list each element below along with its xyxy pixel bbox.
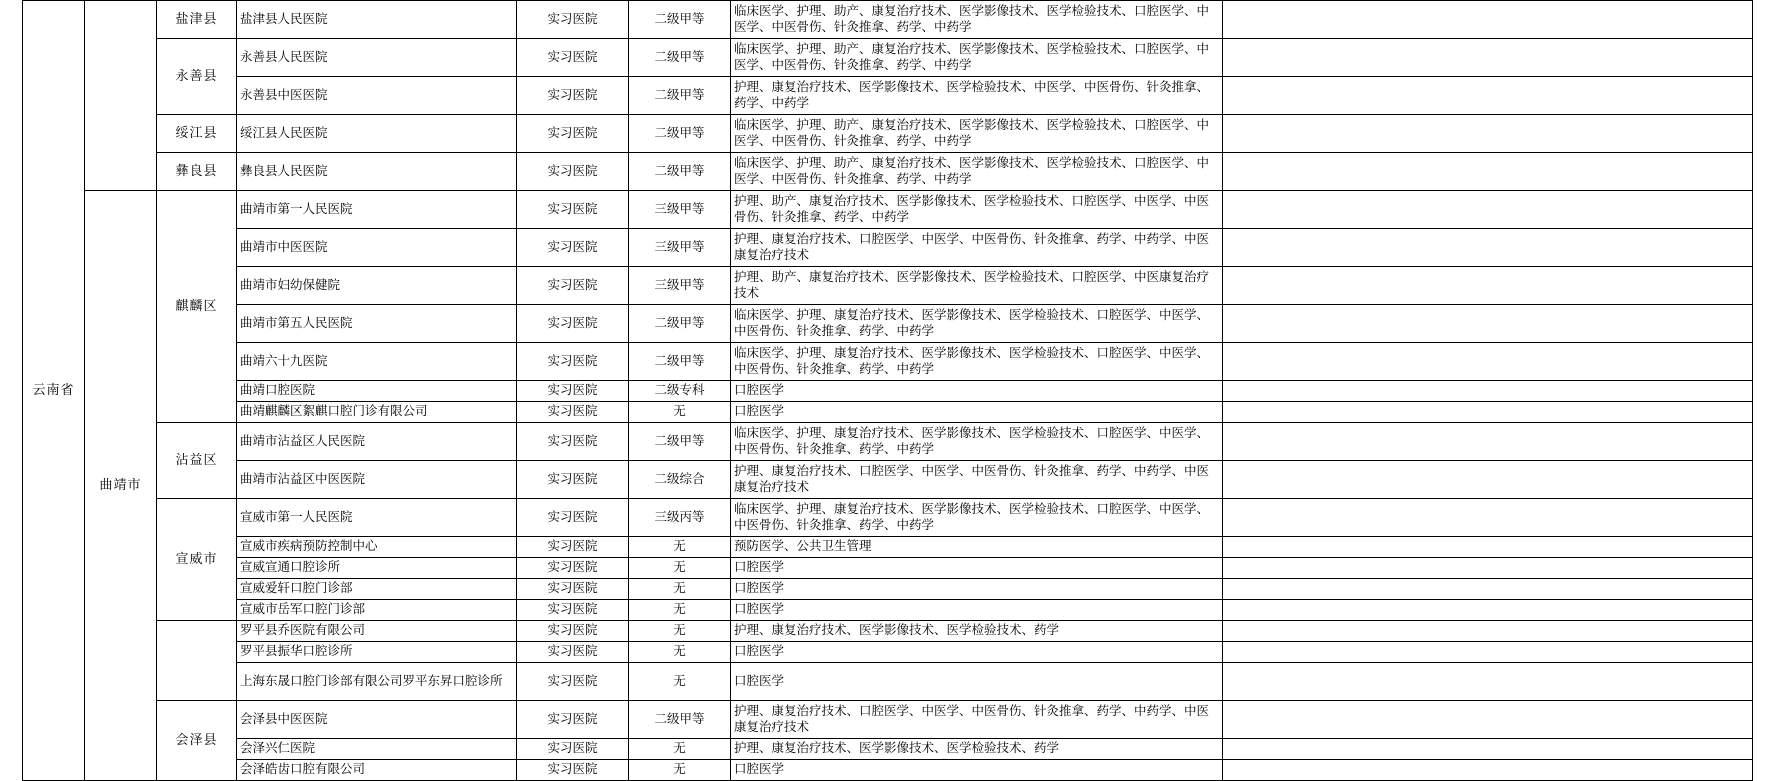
majors-cell: 临床医学、护理、助产、康复治疗技术、医学影像技术、医学检验技术、口腔医学、中医学、中医骨伤、针灸推拿、药学、中药学: [731, 39, 1223, 77]
level-cell: 二级甲等: [629, 39, 731, 77]
institution-cell: 永善县人民医院: [237, 39, 517, 77]
majors-cell: 口腔医学: [731, 381, 1223, 402]
note-cell: [1223, 39, 1753, 77]
institution-cell: 宣威市岳军口腔门诊部: [237, 600, 517, 621]
table-row: [23, 39, 1753, 77]
table-row: [23, 642, 1753, 663]
type-cell: 实习医院: [517, 77, 629, 115]
county-cell: 彝良县: [157, 153, 237, 191]
type-cell: 实习医院: [517, 153, 629, 191]
clinical-sites-table: [22, 0, 1753, 781]
majors-cell: 临床医学、护理、助产、康复治疗技术、医学影像技术、医学检验技术、口腔医学、中医学、中医骨伤、针灸推拿、药学、中药学: [731, 115, 1223, 153]
county-cell: 盐津县: [157, 1, 237, 39]
table-row: [23, 423, 1753, 461]
level-cell: 二级甲等: [629, 77, 731, 115]
level-cell: 无: [629, 739, 731, 760]
institution-cell: 曲靖市第五人民医院: [237, 305, 517, 343]
type-cell: 实习医院: [517, 423, 629, 461]
institution-cell: 罗平县振华口腔诊所: [237, 642, 517, 663]
table-row: [23, 305, 1753, 343]
level-cell: 无: [629, 621, 731, 642]
type-cell: 实习医院: [517, 663, 629, 701]
type-cell: 实习医院: [517, 499, 629, 537]
institution-cell: 会泽皓齿口腔有限公司: [237, 760, 517, 781]
note-cell: [1223, 642, 1753, 663]
institution-cell: 绥江县人民医院: [237, 115, 517, 153]
type-cell: 实习医院: [517, 760, 629, 781]
level-cell: 二级甲等: [629, 1, 731, 39]
type-cell: 实习医院: [517, 600, 629, 621]
type-cell: 实习医院: [517, 642, 629, 663]
majors-cell: 临床医学、护理、康复治疗技术、医学影像技术、医学检验技术、口腔医学、中医学、中医骨伤、针灸推拿、药学、中药学: [731, 499, 1223, 537]
type-cell: 实习医院: [517, 739, 629, 760]
level-cell: 二级专科: [629, 381, 731, 402]
county-cell: 会泽县: [157, 701, 237, 781]
table-row: [23, 499, 1753, 537]
type-cell: 实习医院: [517, 461, 629, 499]
institution-cell: 曲靖市第一人民医院: [237, 191, 517, 229]
note-cell: [1223, 600, 1753, 621]
level-cell: 无: [629, 579, 731, 600]
city-cell-blank: [85, 1, 157, 191]
institution-cell: 宣威市第一人民医院: [237, 499, 517, 537]
level-cell: 三级甲等: [629, 229, 731, 267]
institution-cell: 上海东晟口腔门诊部有限公司罗平东昇口腔诊所: [237, 663, 517, 701]
majors-cell: 临床医学、护理、助产、康复治疗技术、医学影像技术、医学检验技术、口腔医学、中医学、中医骨伤、针灸推拿、药学、中药学: [731, 1, 1223, 39]
county-cell: 永善县: [157, 39, 237, 115]
note-cell: [1223, 153, 1753, 191]
level-cell: 无: [629, 537, 731, 558]
level-cell: 二级甲等: [629, 343, 731, 381]
type-cell: 实习医院: [517, 343, 629, 381]
level-cell: 无: [629, 558, 731, 579]
institution-cell: 罗平县乔医院有限公司: [237, 621, 517, 642]
type-cell: 实习医院: [517, 229, 629, 267]
note-cell: [1223, 499, 1753, 537]
institution-cell: 曲靖市沾益区人民医院: [237, 423, 517, 461]
table-row: [23, 1, 1753, 39]
institution-cell: 曲靖麒麟区絮麒口腔门诊有限公司: [237, 402, 517, 423]
note-cell: [1223, 739, 1753, 760]
type-cell: 实习医院: [517, 305, 629, 343]
table-row: [23, 77, 1753, 115]
majors-cell: 护理、康复治疗技术、医学影像技术、医学检验技术、药学: [731, 621, 1223, 642]
note-cell: [1223, 621, 1753, 642]
note-cell: [1223, 402, 1753, 423]
level-cell: 无: [629, 642, 731, 663]
table-row: [23, 663, 1753, 701]
table-row: [23, 191, 1753, 229]
note-cell: [1223, 423, 1753, 461]
type-cell: 实习医院: [517, 558, 629, 579]
institution-cell: 会泽兴仁医院: [237, 739, 517, 760]
type-cell: 实习医院: [517, 579, 629, 600]
table-row: [23, 461, 1753, 499]
type-cell: 实习医院: [517, 115, 629, 153]
majors-cell: 临床医学、护理、康复治疗技术、医学影像技术、医学检验技术、口腔医学、中医学、中医骨伤、针灸推拿、药学、中药学: [731, 343, 1223, 381]
institution-cell: 宣威爱轩口腔门诊部: [237, 579, 517, 600]
type-cell: 实习医院: [517, 701, 629, 739]
majors-cell: 临床医学、护理、康复治疗技术、医学影像技术、医学检验技术、口腔医学、中医学、中医骨伤、针灸推拿、药学、中药学: [731, 423, 1223, 461]
level-cell: 三级丙等: [629, 499, 731, 537]
institution-cell: 曲靖口腔医院: [237, 381, 517, 402]
institution-cell: 会泽县中医医院: [237, 701, 517, 739]
type-cell: 实习医院: [517, 39, 629, 77]
majors-cell: 口腔医学: [731, 760, 1223, 781]
institution-cell: 曲靖市妇幼保健院: [237, 267, 517, 305]
majors-cell: 护理、康复治疗技术、医学影像技术、医学检验技术、药学: [731, 739, 1223, 760]
level-cell: 无: [629, 600, 731, 621]
majors-cell: 口腔医学: [731, 600, 1223, 621]
table-row: [23, 267, 1753, 305]
level-cell: 二级甲等: [629, 701, 731, 739]
note-cell: [1223, 343, 1753, 381]
majors-cell: 临床医学、护理、助产、康复治疗技术、医学影像技术、医学检验技术、口腔医学、中医学、中医骨伤、针灸推拿、药学、中药学: [731, 153, 1223, 191]
institution-cell: 彝良县人民医院: [237, 153, 517, 191]
table-row: [23, 343, 1753, 381]
note-cell: [1223, 115, 1753, 153]
table-body: [23, 1, 1753, 781]
table-row: [23, 153, 1753, 191]
table-row: [23, 760, 1753, 781]
type-cell: 实习医院: [517, 381, 629, 402]
level-cell: 二级甲等: [629, 423, 731, 461]
institution-cell: 盐津县人民医院: [237, 1, 517, 39]
province-cell: 云南省: [23, 1, 85, 781]
majors-cell: 口腔医学: [731, 558, 1223, 579]
county-cell: [157, 621, 237, 701]
type-cell: 实习医院: [517, 621, 629, 642]
note-cell: [1223, 760, 1753, 781]
table-row: [23, 701, 1753, 739]
level-cell: 三级甲等: [629, 267, 731, 305]
majors-cell: 护理、康复治疗技术、口腔医学、中医学、中医骨伤、针灸推拿、药学、中药学、中医康复治疗技术: [731, 701, 1223, 739]
city-cell-qujing: 曲靖市: [85, 191, 157, 781]
table-row: [23, 537, 1753, 558]
note-cell: [1223, 461, 1753, 499]
county-cell: 沾益区: [157, 423, 237, 499]
note-cell: [1223, 305, 1753, 343]
table-row: [23, 402, 1753, 423]
level-cell: 无: [629, 760, 731, 781]
level-cell: 二级甲等: [629, 115, 731, 153]
county-cell: 宣威市: [157, 499, 237, 621]
table-row: [23, 579, 1753, 600]
type-cell: 实习医院: [517, 267, 629, 305]
table-row: [23, 600, 1753, 621]
majors-cell: 护理、康复治疗技术、医学影像技术、医学检验技术、中医学、中医骨伤、针灸推拿、药学、中药学: [731, 77, 1223, 115]
institution-cell: 宣威市疾病预防控制中心: [237, 537, 517, 558]
type-cell: 实习医院: [517, 537, 629, 558]
institution-cell: 宣威宣通口腔诊所: [237, 558, 517, 579]
majors-cell: 护理、康复治疗技术、口腔医学、中医学、中医骨伤、针灸推拿、药学、中药学、中医康复治疗技术: [731, 229, 1223, 267]
note-cell: [1223, 381, 1753, 402]
note-cell: [1223, 537, 1753, 558]
majors-cell: 护理、康复治疗技术、口腔医学、中医学、中医骨伤、针灸推拿、药学、中药学、中医康复治疗技术: [731, 461, 1223, 499]
level-cell: 二级综合: [629, 461, 731, 499]
note-cell: [1223, 558, 1753, 579]
majors-cell: 口腔医学: [731, 579, 1223, 600]
table-row: [23, 115, 1753, 153]
table-row: [23, 621, 1753, 642]
note-cell: [1223, 191, 1753, 229]
type-cell: 实习医院: [517, 1, 629, 39]
level-cell: 无: [629, 663, 731, 701]
majors-cell: 口腔医学: [731, 642, 1223, 663]
institution-cell: 曲靖市中医医院: [237, 229, 517, 267]
note-cell: [1223, 701, 1753, 739]
majors-cell: 护理、助产、康复治疗技术、医学影像技术、医学检验技术、口腔医学、中医学、中医骨伤、针灸推拿、药学、中药学: [731, 191, 1223, 229]
majors-cell: 口腔医学: [731, 402, 1223, 423]
note-cell: [1223, 77, 1753, 115]
institution-cell: 曲靖市沾益区中医医院: [237, 461, 517, 499]
institution-cell: 永善县中医医院: [237, 77, 517, 115]
table-row: [23, 739, 1753, 760]
level-cell: 二级甲等: [629, 305, 731, 343]
note-cell: [1223, 1, 1753, 39]
majors-cell: 口腔医学: [731, 663, 1223, 701]
institution-cell: 曲靖六十九医院: [237, 343, 517, 381]
majors-cell: 预防医学、公共卫生管理: [731, 537, 1223, 558]
type-cell: 实习医院: [517, 402, 629, 423]
table-row: [23, 558, 1753, 579]
type-cell: 实习医院: [517, 191, 629, 229]
note-cell: [1223, 579, 1753, 600]
level-cell: 三级甲等: [629, 191, 731, 229]
majors-cell: 临床医学、护理、康复治疗技术、医学影像技术、医学检验技术、口腔医学、中医学、中医骨伤、针灸推拿、药学、中药学: [731, 305, 1223, 343]
county-cell: 麒麟区: [157, 191, 237, 423]
majors-cell: 护理、助产、康复治疗技术、医学影像技术、医学检验技术、口腔医学、中医康复治疗技术: [731, 267, 1223, 305]
county-cell: 绥江县: [157, 115, 237, 153]
note-cell: [1223, 267, 1753, 305]
note-cell: [1223, 229, 1753, 267]
table-row: [23, 381, 1753, 402]
note-cell: [1223, 663, 1753, 701]
table-row: [23, 229, 1753, 267]
level-cell: 无: [629, 402, 731, 423]
level-cell: 二级甲等: [629, 153, 731, 191]
